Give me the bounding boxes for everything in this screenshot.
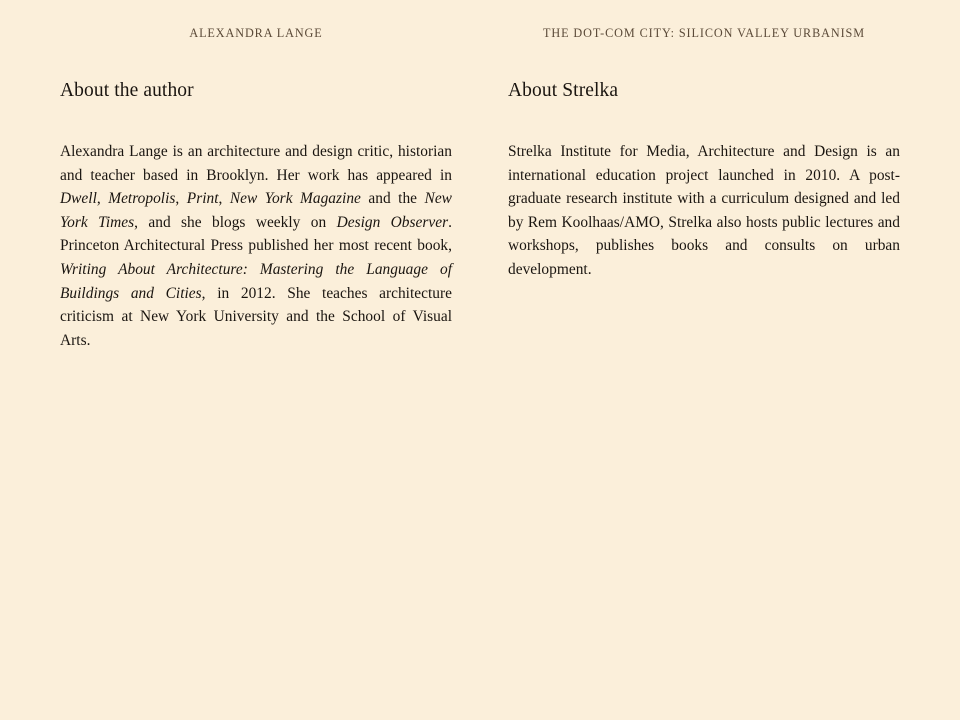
column-about-the-author bbox=[60, 78, 452, 352]
section-heading-about-the-author: About the author bbox=[60, 80, 194, 101]
column-about-strelka bbox=[508, 78, 900, 352]
running-head-verso: ALEXANDRA LANGE bbox=[189, 26, 323, 40]
running-head bbox=[0, 24, 960, 42]
body-text-about-the-author: Alexandra Lange is an architecture and design critic, historian and teacher based in Brooklyn. Her work has appeared in Dwell, Metropolis, Print, New York Magazine and the New York Times, and she blogs weekly on Design Observer. Princeton Architectural Press published her most recent book, Writing About Architecture: Mastering the Language of Buildings and Cities, in 2012. She teaches architecture criticism at New York University and the School of Visual Arts. bbox=[60, 143, 452, 349]
two-column-layout bbox=[60, 78, 900, 352]
section-heading-about-strelka: About Strelka bbox=[508, 80, 619, 101]
running-head-recto: THE DOT-COM CITY: SILICON VALLEY URBANISM bbox=[543, 26, 865, 40]
body-text-about-strelka: Strelka Institute for Media, Architecture and Design is an international education project launched in 2010. A post-graduate research institute with a curriculum designed and led by Rem Koolhaas/AMO, Strelka also hosts public lectures and workshops, publishes books and consults on urban development. bbox=[508, 143, 900, 278]
